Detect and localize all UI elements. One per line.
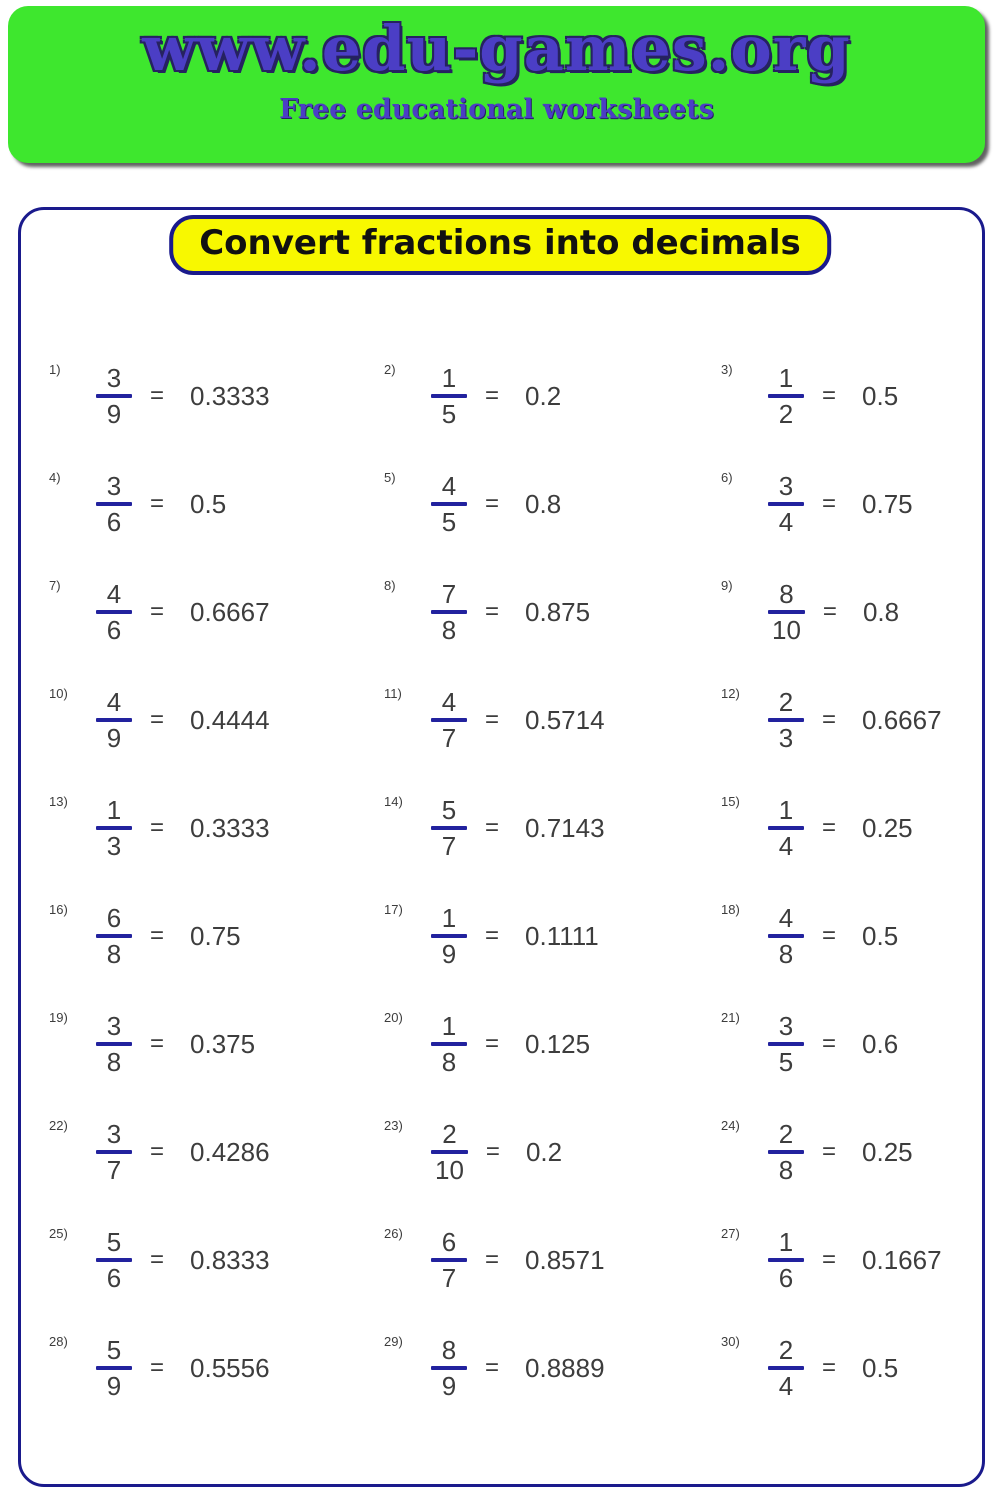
fraction: [768, 472, 804, 536]
fraction: [768, 1228, 804, 1292]
fraction-numerator: 1: [778, 363, 794, 393]
fraction: [431, 796, 467, 860]
answer-value: 0.3333: [190, 380, 270, 411]
fraction-denominator: 3: [106, 831, 122, 861]
equals-sign: =: [150, 598, 165, 625]
fraction-numerator: 3: [106, 471, 122, 501]
answer-value: 0.8333: [190, 1244, 270, 1275]
fraction-denominator: 6: [106, 615, 122, 645]
fraction-numerator: 2: [778, 687, 794, 717]
fraction-bar: [768, 826, 804, 830]
fraction-denominator: 9: [106, 723, 122, 753]
fraction: [768, 904, 804, 968]
problem-number: 10): [49, 686, 68, 701]
problem-number: 20): [384, 1010, 403, 1025]
answer-value: 0.75: [862, 488, 913, 519]
equals-sign: =: [485, 598, 500, 625]
fraction-numerator: 1: [441, 1011, 457, 1041]
problem: [721, 468, 982, 540]
problem: [721, 576, 982, 648]
problem-number: 29): [384, 1334, 403, 1349]
problem-number: 14): [384, 794, 403, 809]
fraction-denominator: 8: [441, 1047, 457, 1077]
answer-value: 0.75: [190, 920, 241, 951]
fraction-bar: [431, 934, 467, 938]
fraction-denominator: 4: [778, 1371, 794, 1401]
fraction-numerator: 8: [441, 1335, 457, 1365]
fraction-bar: [431, 610, 467, 614]
fraction-numerator: 2: [442, 1119, 457, 1149]
fraction-bar: [96, 394, 132, 398]
problem: [384, 900, 721, 972]
fraction-numerator: 2: [778, 1119, 794, 1149]
fraction-numerator: 1: [778, 1227, 794, 1257]
answer-value: 0.5: [862, 920, 899, 951]
problem-number: 5): [384, 470, 396, 485]
fraction: [431, 580, 467, 644]
problem-number: 25): [49, 1226, 68, 1241]
fraction: [96, 1228, 132, 1292]
answer-value: 0.8: [525, 488, 562, 519]
equals-sign: =: [485, 706, 500, 733]
problem: [721, 1116, 982, 1188]
problem: [721, 792, 982, 864]
fraction-numerator: 3: [106, 1011, 122, 1041]
equals-sign: =: [150, 706, 165, 733]
fraction-denominator: 6: [778, 1263, 794, 1293]
fraction-bar: [768, 1366, 804, 1370]
worksheet-body: [18, 207, 985, 1487]
fraction-denominator: 8: [778, 939, 794, 969]
equals-sign: =: [485, 1030, 500, 1057]
answer-value: 0.25: [862, 1136, 913, 1167]
fraction-numerator: 1: [441, 903, 457, 933]
answer-value: 0.8: [862, 596, 900, 627]
problem: [49, 1332, 384, 1404]
equals-sign: =: [822, 598, 837, 625]
fraction-numerator: 1: [778, 795, 794, 825]
problem: [721, 684, 982, 756]
fraction: [431, 1012, 467, 1076]
answer-value: 0.125: [525, 1028, 591, 1059]
problem: [384, 792, 721, 864]
equals-sign: =: [150, 382, 165, 409]
problem: [721, 900, 982, 972]
fraction-numerator: 3: [106, 1119, 122, 1149]
fraction: [768, 1120, 804, 1184]
answer-value: 0.2: [525, 1136, 563, 1167]
worksheet-title: Convert fractions into decimals: [199, 223, 801, 263]
problem-number: 17): [384, 902, 403, 917]
answer-value: 0.2: [525, 380, 562, 411]
fraction-denominator: 3: [778, 723, 794, 753]
problem-number: 28): [49, 1334, 68, 1349]
fraction-bar: [431, 1042, 467, 1046]
problem-number: 19): [49, 1010, 68, 1025]
problem-number: 15): [721, 794, 740, 809]
fraction: [96, 1120, 132, 1184]
fraction-bar: [768, 1042, 804, 1046]
problem-number: 24): [721, 1118, 740, 1133]
site-title: www.edu-games.org: [142, 12, 851, 85]
equals-sign: =: [485, 814, 500, 841]
fraction-denominator: 7: [441, 723, 457, 753]
problem: [384, 1332, 721, 1404]
fraction-bar: [768, 502, 804, 506]
problem-number: 22): [49, 1118, 68, 1133]
answer-value: 0.4444: [190, 704, 270, 735]
problem: [384, 576, 721, 648]
answer-value: 0.25: [862, 812, 913, 843]
problem-number: 7): [49, 578, 61, 593]
equals-sign: =: [150, 490, 165, 517]
equals-sign: =: [822, 1246, 837, 1273]
problem: [384, 684, 721, 756]
equals-sign: =: [150, 1030, 165, 1057]
fraction: [768, 796, 804, 860]
fraction: [96, 1336, 132, 1400]
equals-sign: =: [822, 814, 837, 841]
fraction-bar: [96, 718, 132, 722]
fraction-denominator: 7: [106, 1155, 122, 1185]
fraction: [96, 472, 132, 536]
answer-value: 0.375: [190, 1028, 256, 1059]
answer-value: 0.6667: [862, 704, 942, 735]
problem: [721, 1332, 982, 1404]
problem: [384, 1008, 721, 1080]
fraction-bar: [96, 610, 132, 614]
problem: [49, 1008, 384, 1080]
answer-value: 0.1111: [525, 920, 599, 951]
fraction: [768, 1336, 804, 1400]
fraction: [431, 364, 467, 428]
problem-number: 8): [384, 578, 396, 593]
fraction-numerator: 3: [778, 471, 794, 501]
fraction-denominator: 5: [778, 1047, 794, 1077]
answer-value: 0.6667: [190, 596, 270, 627]
fraction-bar: [431, 826, 467, 830]
problem: [49, 360, 384, 432]
fraction-bar: [96, 1042, 132, 1046]
fraction: [768, 364, 804, 428]
fraction-bar: [431, 718, 467, 722]
fraction-numerator: 8: [779, 579, 794, 609]
fraction-bar: [96, 1150, 132, 1154]
fraction-bar: [431, 1258, 467, 1262]
fraction: [96, 688, 132, 752]
answer-value: 0.7143: [525, 812, 605, 843]
problem: [384, 360, 721, 432]
fraction-denominator: 8: [778, 1155, 794, 1185]
fraction-denominator: 9: [441, 1371, 457, 1401]
fraction-bar: [431, 502, 467, 506]
equals-sign: =: [485, 922, 500, 949]
fraction-numerator: 1: [441, 363, 457, 393]
problem: [384, 1116, 721, 1188]
equals-sign: =: [822, 1138, 837, 1165]
fraction-denominator: 9: [106, 1371, 122, 1401]
equals-sign: =: [822, 922, 837, 949]
problem-number: 6): [721, 470, 733, 485]
fraction-numerator: 4: [778, 903, 794, 933]
fraction: [431, 1228, 467, 1292]
fraction-denominator: 7: [441, 831, 457, 861]
problem-number: 4): [49, 470, 61, 485]
fraction-bar: [768, 1258, 804, 1262]
problem: [49, 684, 384, 756]
equals-sign: =: [822, 706, 837, 733]
problem: [49, 1116, 384, 1188]
fraction-numerator: 5: [106, 1335, 122, 1365]
problem-number: 26): [384, 1226, 403, 1241]
fraction-denominator: 8: [106, 1047, 122, 1077]
fraction: [96, 796, 132, 860]
site-tagline: Free educational worksheets: [279, 94, 714, 125]
fraction-denominator: 9: [106, 399, 122, 429]
problem-number: 2): [384, 362, 396, 377]
answer-value: 0.875: [525, 596, 591, 627]
fraction-bar: [768, 1150, 804, 1154]
equals-sign: =: [485, 1138, 500, 1165]
equals-sign: =: [822, 382, 837, 409]
fraction-denominator: 5: [441, 507, 457, 537]
problem-number: 23): [384, 1118, 403, 1133]
fraction-numerator: 4: [106, 687, 122, 717]
fraction-bar: [96, 1366, 132, 1370]
fraction-numerator: 3: [106, 363, 122, 393]
equals-sign: =: [150, 814, 165, 841]
problems-grid: [21, 210, 982, 1440]
problem-number: 21): [721, 1010, 740, 1025]
problem: [721, 1008, 982, 1080]
fraction: [768, 580, 805, 644]
problem-number: 30): [721, 1334, 740, 1349]
fraction-denominator: 8: [441, 615, 457, 645]
problem: [721, 1224, 982, 1296]
fraction-numerator: 3: [778, 1011, 794, 1041]
problem: [49, 900, 384, 972]
answer-value: 0.4286: [190, 1136, 270, 1167]
problem: [384, 468, 721, 540]
fraction-bar: [768, 718, 804, 722]
fraction-numerator: 2: [778, 1335, 794, 1365]
problem-number: 11): [384, 686, 402, 701]
answer-value: 0.8889: [525, 1352, 605, 1383]
fraction-numerator: 5: [106, 1227, 122, 1257]
fraction-denominator: 10: [435, 1155, 464, 1185]
fraction-denominator: 7: [441, 1263, 457, 1293]
fraction-bar: [96, 934, 132, 938]
fraction-numerator: 6: [441, 1227, 457, 1257]
fraction: [431, 472, 467, 536]
fraction-denominator: 6: [106, 507, 122, 537]
fraction-numerator: 6: [106, 903, 122, 933]
problem-number: 9): [721, 578, 733, 593]
fraction-bar: [431, 1150, 468, 1154]
answer-value: 0.5: [862, 380, 899, 411]
fraction-denominator: 2: [778, 399, 794, 429]
problem-number: 18): [721, 902, 740, 917]
fraction-denominator: 10: [772, 615, 801, 645]
fraction: [96, 364, 132, 428]
site-header: [8, 6, 985, 163]
fraction: [96, 904, 132, 968]
fraction-bar: [96, 1258, 132, 1262]
fraction-bar: [768, 610, 805, 614]
fraction-bar: [431, 1366, 467, 1370]
fraction-numerator: 4: [441, 687, 457, 717]
equals-sign: =: [150, 1354, 165, 1381]
problem: [49, 468, 384, 540]
fraction-bar: [768, 934, 804, 938]
fraction: [431, 688, 467, 752]
answer-value: 0.5556: [190, 1352, 270, 1383]
worksheet: [0, 207, 1000, 1487]
equals-sign: =: [485, 490, 500, 517]
problem: [384, 1224, 721, 1296]
fraction: [431, 1120, 468, 1184]
fraction-denominator: 5: [441, 399, 457, 429]
fraction: [768, 688, 804, 752]
fraction-bar: [96, 826, 132, 830]
equals-sign: =: [822, 1354, 837, 1381]
equals-sign: =: [150, 1138, 165, 1165]
problem-number: 13): [49, 794, 68, 809]
equals-sign: =: [485, 382, 500, 409]
fraction-denominator: 8: [106, 939, 122, 969]
equals-sign: =: [485, 1246, 500, 1273]
answer-value: 0.5: [190, 488, 227, 519]
problem: [721, 360, 982, 432]
fraction-bar: [431, 394, 467, 398]
fraction-bar: [96, 502, 132, 506]
fraction-numerator: 4: [441, 471, 457, 501]
answer-value: 0.1667: [862, 1244, 942, 1275]
problem: [49, 1224, 384, 1296]
problem: [49, 576, 384, 648]
fraction-numerator: 7: [441, 579, 457, 609]
fraction: [431, 904, 467, 968]
answer-value: 0.6: [862, 1028, 899, 1059]
fraction-denominator: 9: [441, 939, 457, 969]
equals-sign: =: [822, 1030, 837, 1057]
fraction-numerator: 5: [441, 795, 457, 825]
fraction-denominator: 4: [778, 831, 794, 861]
equals-sign: =: [822, 490, 837, 517]
problem-number: 12): [721, 686, 740, 701]
fraction: [431, 1336, 467, 1400]
answer-value: 0.8571: [525, 1244, 605, 1275]
fraction-numerator: 4: [106, 579, 122, 609]
fraction-denominator: 6: [106, 1263, 122, 1293]
problem: [49, 792, 384, 864]
answer-value: 0.5714: [525, 704, 605, 735]
fraction-bar: [768, 394, 804, 398]
answer-value: 0.5: [862, 1352, 899, 1383]
equals-sign: =: [150, 1246, 165, 1273]
equals-sign: =: [150, 922, 165, 949]
fraction: [768, 1012, 804, 1076]
problem-number: 27): [721, 1226, 740, 1241]
fraction: [96, 580, 132, 644]
problem-number: 1): [49, 362, 61, 377]
worksheet-title-banner: [169, 215, 831, 275]
problem-number: 3): [721, 362, 733, 377]
fraction-denominator: 4: [778, 507, 794, 537]
answer-value: 0.3333: [190, 812, 270, 843]
problem-number: 16): [49, 902, 68, 917]
equals-sign: =: [485, 1354, 500, 1381]
fraction-numerator: 1: [106, 795, 122, 825]
fraction: [96, 1012, 132, 1076]
